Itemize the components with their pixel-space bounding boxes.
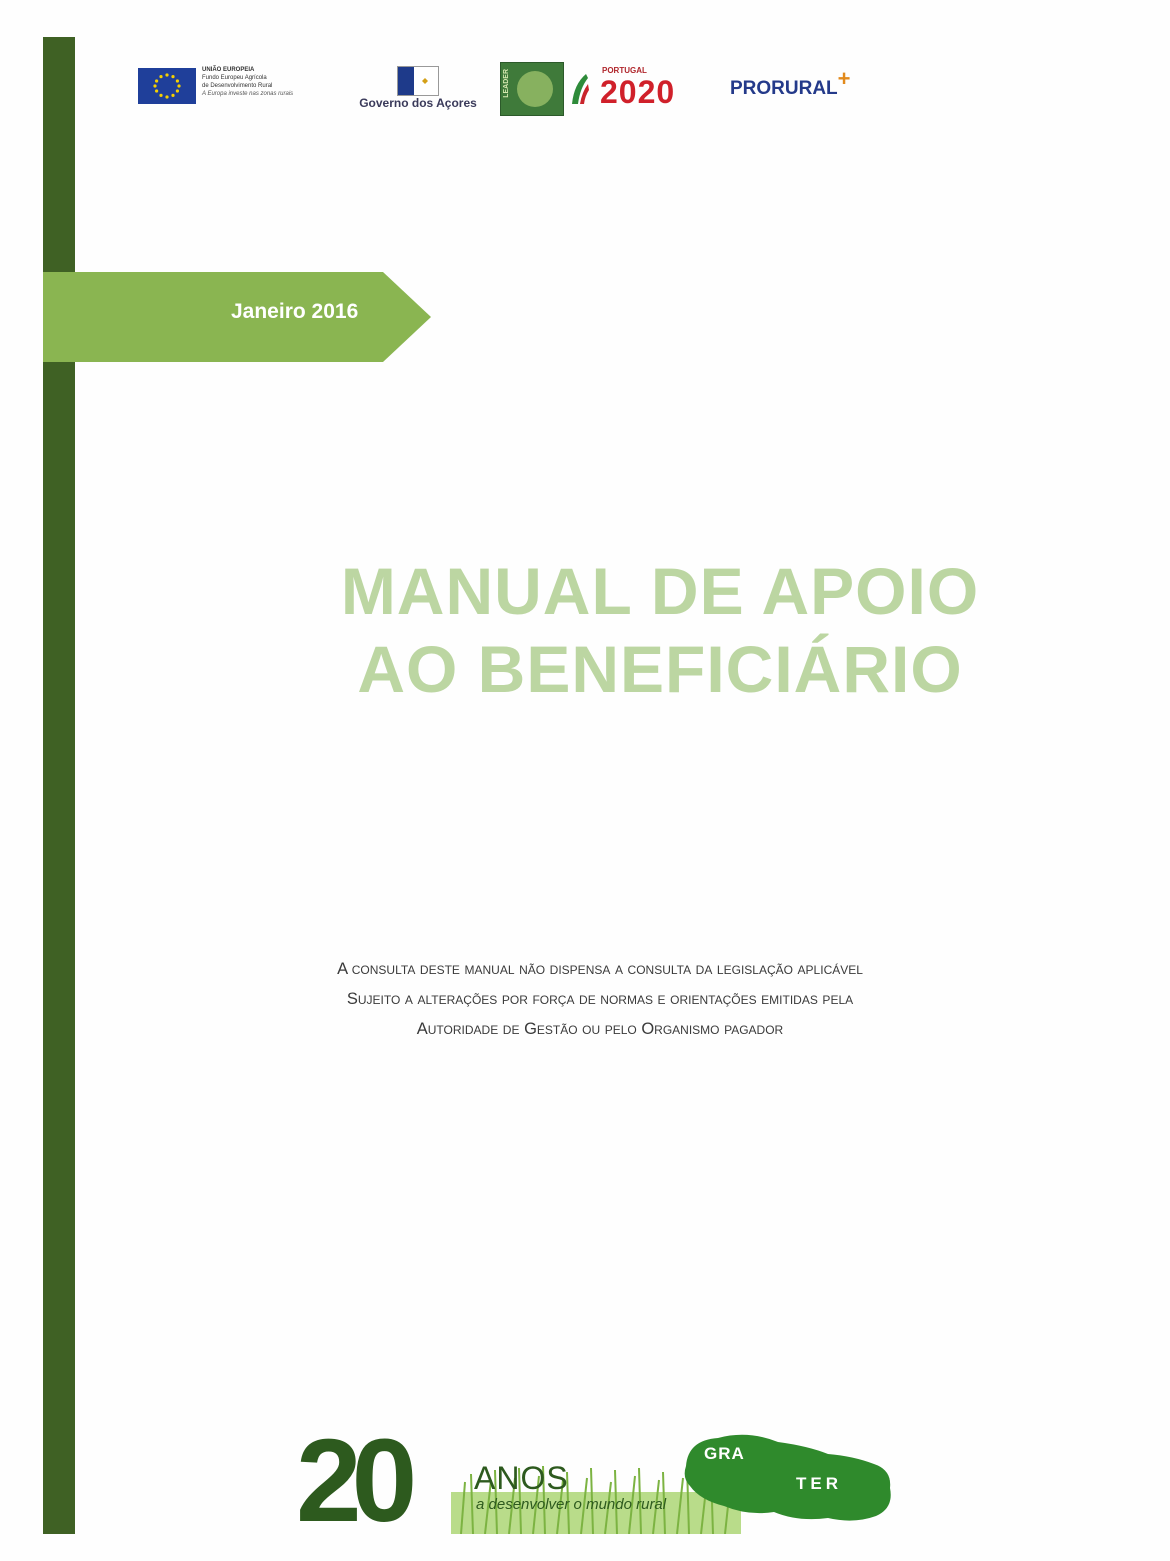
eu-fund-text bbox=[202, 66, 342, 98]
title-line1: MANUAL DE APOIO bbox=[340, 554, 980, 628]
portugal-2020-logo bbox=[570, 64, 720, 114]
left-vertical-bar bbox=[43, 37, 75, 1534]
leader-logo bbox=[500, 62, 564, 116]
disclaimer bbox=[170, 954, 1030, 1044]
year-2020-label: 2020 bbox=[600, 74, 676, 110]
acores-flag-icon bbox=[397, 66, 439, 96]
leader-emblem-icon bbox=[517, 71, 553, 107]
tagline: a desenvolver o mundo rural bbox=[476, 1496, 667, 1513]
portugal-label: PORTUGAL bbox=[602, 66, 647, 75]
prorural-plus: + bbox=[837, 66, 851, 91]
grater-20-anos-logo bbox=[296, 1415, 898, 1547]
eu-line2: Fundo Europeu Agrícola bbox=[202, 75, 267, 81]
eu-flag-icon bbox=[138, 68, 196, 104]
title-line2: AO BENEFICIÁRIO bbox=[357, 632, 963, 706]
eu-line1: UNIÃO EUROPEIA bbox=[202, 67, 255, 73]
disclaimer-line3: Autoridade de Gestão ou pelo Organismo pagador bbox=[416, 1020, 784, 1038]
document-title bbox=[260, 552, 1060, 708]
acores-label: Governo dos Açores bbox=[359, 96, 477, 110]
header-logos bbox=[138, 62, 878, 117]
gra-label: GRA bbox=[704, 1444, 745, 1463]
portugal-2020-mark-icon bbox=[570, 70, 590, 106]
prorural-logo bbox=[730, 66, 851, 100]
date-ribbon bbox=[43, 272, 431, 362]
island-map-icon bbox=[678, 1426, 898, 1530]
acores-logo bbox=[343, 66, 488, 114]
prorural-label: PRORURAL bbox=[730, 78, 838, 99]
twenty-number: 20 bbox=[296, 1415, 408, 1547]
ter-label: TER bbox=[796, 1474, 842, 1493]
date-label: Janeiro 2016 bbox=[231, 300, 359, 323]
eu-line3: de Desenvolvimento Rural bbox=[202, 83, 273, 89]
disclaimer-line1: A consulta deste manual não dispensa a consulta da legislação aplicável bbox=[337, 960, 863, 978]
disclaimer-line2: Sujeito a alterações por força de normas e orientações emitidas pela bbox=[346, 990, 854, 1008]
eu-line4: A Europa investe nas zonas rurais bbox=[202, 91, 294, 97]
anos-label: ANOS bbox=[474, 1460, 569, 1496]
leader-label: LEADER bbox=[503, 69, 510, 98]
